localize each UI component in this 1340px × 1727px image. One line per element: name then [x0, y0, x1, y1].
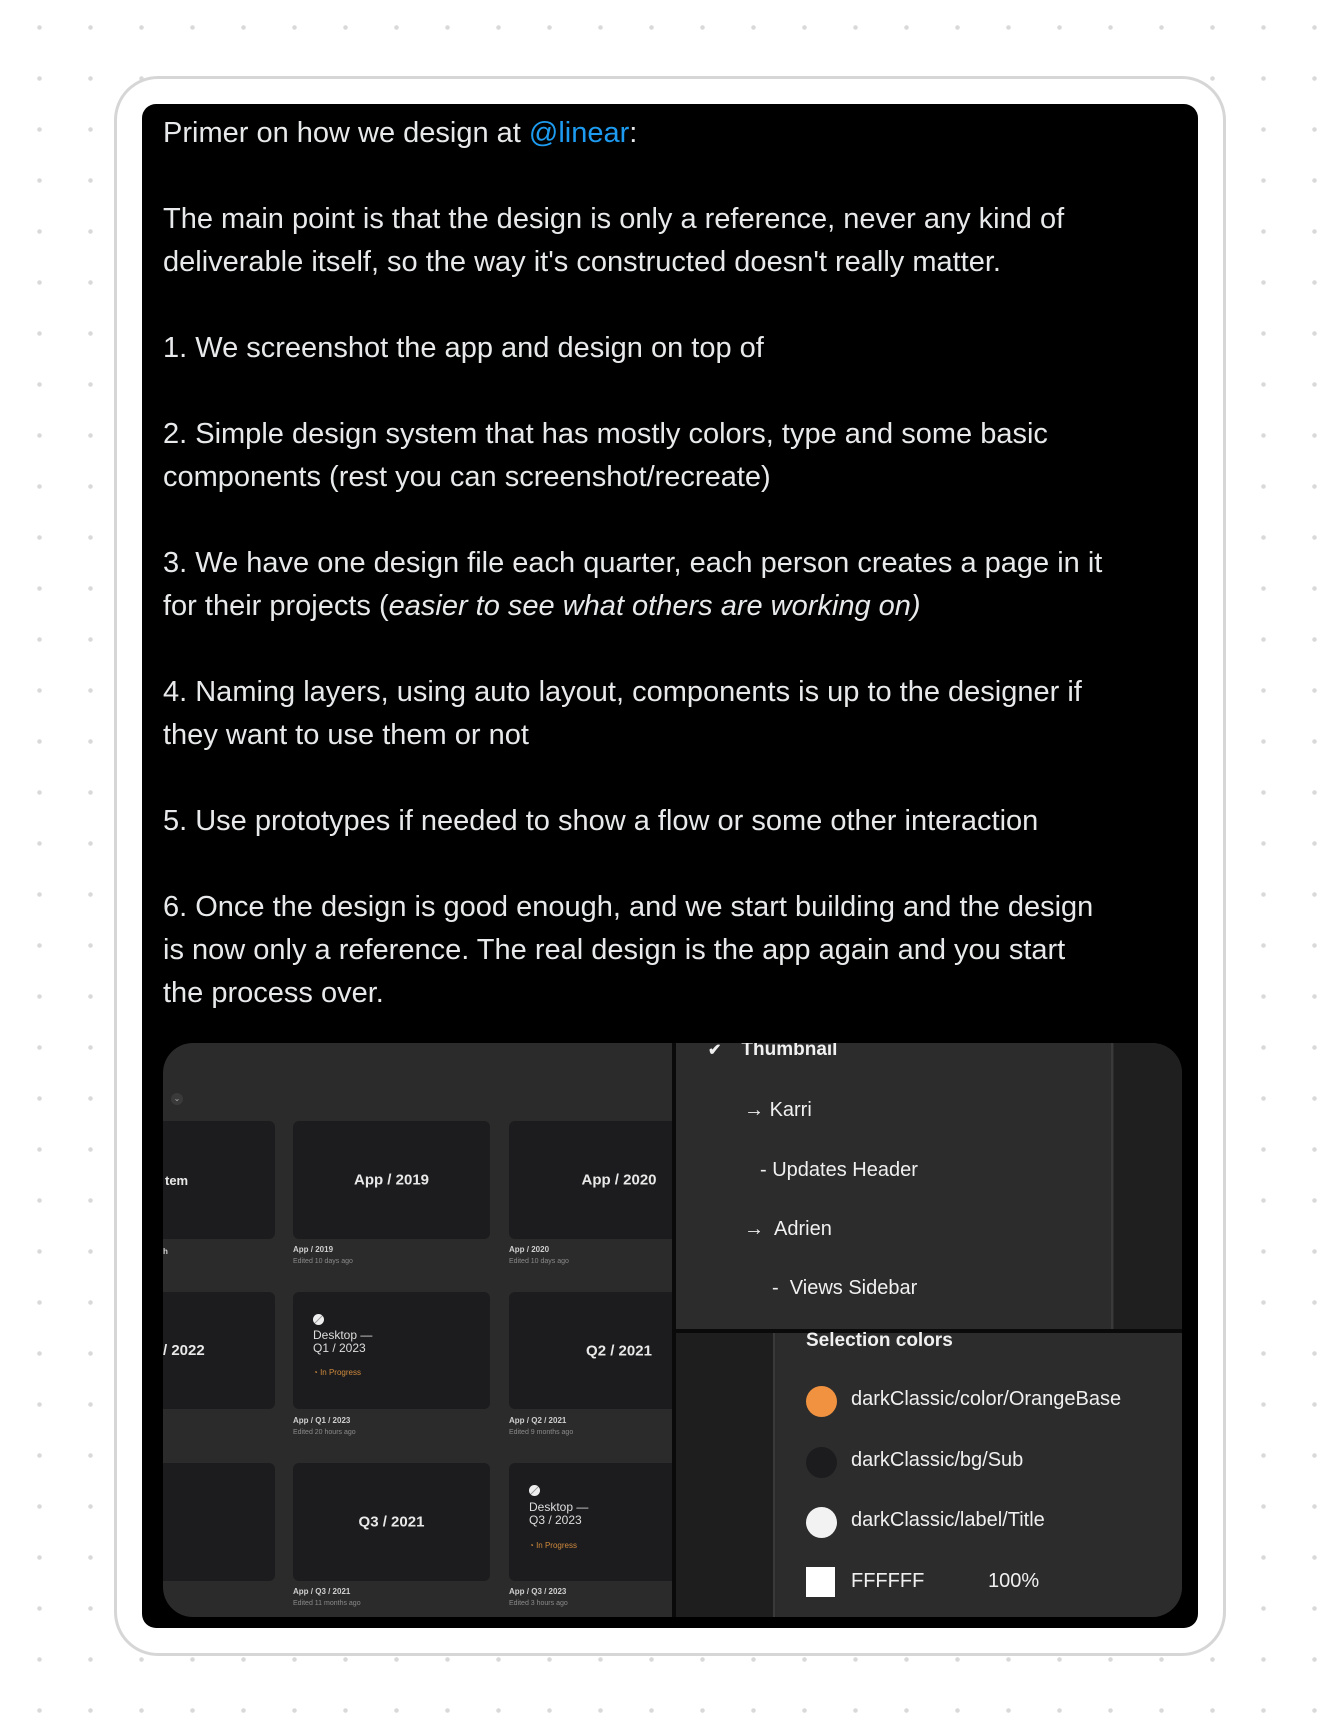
- tile-label: h: [163, 1247, 168, 1256]
- line: they want to use them or not: [163, 719, 529, 751]
- paragraph-7: [163, 886, 1102, 1015]
- title-line: Q1 / 2023: [313, 1341, 366, 1355]
- file-tile[interactable]: [293, 1292, 490, 1409]
- chevron-down-icon: ⌄: [171, 1093, 183, 1105]
- line: The main point is that the design is only a reference, never any kind of: [163, 203, 1065, 235]
- fill-swatch[interactable]: [806, 1567, 835, 1597]
- selection-colors-title: Selection colors: [806, 1330, 953, 1351]
- tile-label: App / 2020: [509, 1245, 550, 1254]
- tile-title: tem: [165, 1173, 189, 1188]
- line: 4. Naming layers, using auto layout, components is up to the designer if: [163, 676, 1082, 708]
- paragraph-5: [163, 671, 1102, 757]
- tile-title: [529, 1501, 588, 1527]
- file-tile[interactable]: [509, 1121, 699, 1239]
- color-swatch-dark[interactable]: [806, 1447, 837, 1478]
- paragraph-1: [163, 198, 1102, 284]
- paragraph-4: [163, 542, 1102, 628]
- file-tile[interactable]: [163, 1463, 275, 1581]
- page-item[interactable]: [744, 1099, 812, 1122]
- project-icon: [313, 1314, 324, 1325]
- title-line: Desktop —: [313, 1328, 373, 1342]
- project-icon: [529, 1485, 540, 1496]
- tile-edited: Edited 11 months ago: [293, 1600, 361, 1607]
- selection-panel: [777, 1333, 1182, 1617]
- page-item[interactable]: - Views Sidebar: [772, 1277, 918, 1299]
- intro-suffix: :: [629, 117, 638, 149]
- tile-title: Q2 / 2021: [586, 1342, 652, 1359]
- tile-label: App / Q3 / 2021: [293, 1587, 351, 1596]
- panel-left: [676, 1333, 775, 1617]
- status-badge: ◔ In Progress: [529, 1541, 577, 1550]
- line: [163, 585, 1102, 628]
- line: 3. We have one design file each quarter, each person creates a page in it: [163, 547, 1103, 579]
- fill-hex[interactable]: FFFFFF: [851, 1570, 925, 1592]
- file-tile[interactable]: [509, 1463, 699, 1581]
- line: components (rest you can screenshot/recreate): [163, 461, 771, 493]
- paragraph-2: [163, 327, 1102, 370]
- color-name[interactable]: darkClassic/bg/Sub: [851, 1449, 1024, 1471]
- page-label: Karri: [769, 1099, 812, 1121]
- tile-label: App / Q1 / 2023: [293, 1416, 351, 1425]
- tile-edited: Edited 3 hours ago: [509, 1600, 568, 1607]
- color-name[interactable]: darkClassic/label/Title: [851, 1509, 1045, 1531]
- tile-edited: Edited 20 hours ago: [293, 1429, 356, 1436]
- tile-title: App / 2020: [581, 1171, 657, 1189]
- tweet-text: [163, 112, 1102, 1058]
- text: for their projects (: [163, 590, 389, 622]
- line: the process over.: [163, 977, 384, 1009]
- intro-text: Primer on how we design at: [163, 117, 529, 149]
- tile-title: [313, 1329, 372, 1355]
- paragraph-6: [163, 800, 1102, 843]
- tile-title: Q3 / 2021: [358, 1513, 425, 1531]
- tile-label: App / Q2 / 2021: [509, 1416, 567, 1425]
- line: deliverable itself, so the way it's constructed doesn't really matter.: [163, 246, 1001, 278]
- tile-edited: Edited 10 days ago: [293, 1258, 353, 1265]
- fill-opacity[interactable]: 100%: [988, 1570, 1040, 1592]
- tile-label: App / Q3 / 2023: [509, 1587, 567, 1596]
- tile-edited: Edited 10 days ago: [509, 1258, 569, 1265]
- line: 5. Use prototypes if needed to show a flow or some other interaction: [163, 805, 1039, 837]
- page-item[interactable]: - Updates Header: [760, 1159, 918, 1181]
- arrow-right-icon: →: [744, 1099, 764, 1121]
- file-tile[interactable]: [509, 1292, 699, 1409]
- tile-edited: Edited 9 months ago: [509, 1429, 574, 1436]
- italic-text: easier to see what others are working on): [388, 590, 921, 622]
- embedded-screenshot[interactable]: [163, 1043, 1182, 1617]
- file-tile[interactable]: [293, 1463, 490, 1581]
- line: is now only a reference. The real design is the app again and you start: [163, 934, 1066, 966]
- file-tile[interactable]: [163, 1121, 275, 1239]
- page-item[interactable]: [744, 1218, 832, 1241]
- color-swatch-white[interactable]: [806, 1507, 837, 1538]
- page-label: Adrien: [774, 1218, 832, 1240]
- line: 6. Once the design is good enough, and we start building and the design: [163, 891, 1094, 923]
- panel-strip: [1114, 1043, 1182, 1329]
- title-line: Q3 / 2023: [529, 1513, 582, 1527]
- tile-title: App / 2019: [353, 1171, 430, 1189]
- tile-label: App / 2019: [293, 1245, 334, 1254]
- status-badge: ◔ In Progress: [313, 1368, 361, 1377]
- check-icon: ✔: [708, 1043, 722, 1059]
- mention-link[interactable]: @linear: [528, 117, 630, 149]
- page-label: Thumbnail: [741, 1043, 838, 1060]
- title-line: Desktop —: [529, 1500, 589, 1514]
- line: 2. Simple design system that has mostly colors, type and some basic: [163, 418, 1048, 450]
- tile-title: / 2022: [163, 1342, 205, 1359]
- file-tile[interactable]: [293, 1121, 490, 1239]
- color-swatch-orange[interactable]: [806, 1386, 837, 1417]
- status-text: In Progress: [536, 1541, 577, 1550]
- line: 1. We screenshot the app and design on top of: [163, 332, 764, 364]
- file-tile[interactable]: [163, 1292, 275, 1409]
- page-item-thumbnail[interactable]: [708, 1043, 837, 1061]
- arrow-right-icon: →: [744, 1218, 764, 1240]
- color-name[interactable]: darkClassic/color/OrangeBase: [851, 1388, 1122, 1410]
- paragraph-3: [163, 413, 1102, 499]
- status-text: In Progress: [320, 1368, 361, 1377]
